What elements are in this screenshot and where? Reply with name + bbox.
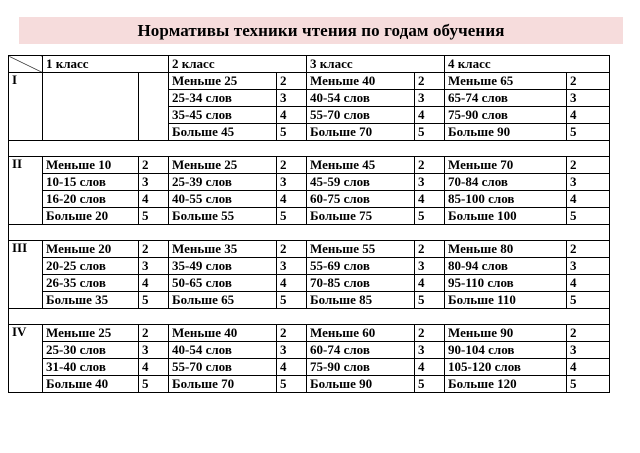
quarter-label: I	[9, 73, 43, 141]
words-range-cell: 35-45 слов	[169, 107, 277, 124]
words-range-cell: Больше 70	[169, 376, 277, 393]
grade-mark-cell: 4	[139, 191, 169, 208]
grade-mark-cell: 4	[567, 191, 610, 208]
grade-mark-cell: 5	[139, 292, 169, 309]
grade-mark-cell: 4	[277, 275, 307, 292]
words-range-cell: 40-54 слов	[307, 90, 415, 107]
table-row	[9, 191, 610, 208]
words-range-cell: Меньше 40	[169, 325, 277, 342]
words-range-cell: 25-34 слов	[169, 90, 277, 107]
words-range-cell: Меньше 25	[169, 157, 277, 174]
empty-range-cell	[43, 73, 139, 141]
words-range-cell: Меньше 25	[169, 73, 277, 90]
words-range-cell: 45-59 слов	[307, 174, 415, 191]
words-range-cell: Меньше 10	[43, 157, 139, 174]
grade-mark-cell: 4	[415, 275, 445, 292]
words-range-cell: Больше 120	[445, 376, 567, 393]
words-range-cell: Меньше 70	[445, 157, 567, 174]
grade-1-header: 1 класс	[43, 56, 169, 73]
words-range-cell: 25-39 слов	[169, 174, 277, 191]
words-range-cell: 90-104 слов	[445, 342, 567, 359]
grade-mark-cell: 5	[567, 376, 610, 393]
table-row	[9, 241, 610, 258]
grade-mark-cell: 3	[567, 90, 610, 107]
words-range-cell: Меньше 20	[43, 241, 139, 258]
table-row	[9, 258, 610, 275]
grade-mark-cell: 4	[567, 359, 610, 376]
grade-mark-cell: 5	[567, 124, 610, 141]
words-range-cell: 95-110 слов	[445, 275, 567, 292]
grade-mark-cell: 4	[415, 107, 445, 124]
grade-mark-cell: 4	[415, 359, 445, 376]
title-bar	[19, 17, 623, 44]
grade-mark-cell: 3	[415, 90, 445, 107]
grade-mark-cell: 2	[567, 73, 610, 90]
words-range-cell: 60-75 слов	[307, 191, 415, 208]
table-row	[9, 73, 610, 90]
grade-mark-cell: 5	[567, 208, 610, 225]
words-range-cell: Меньше 60	[307, 325, 415, 342]
grade-mark-cell: 5	[277, 124, 307, 141]
grade-mark-cell: 5	[139, 376, 169, 393]
grade-mark-cell: 2	[567, 241, 610, 258]
grade-mark-cell: 5	[277, 208, 307, 225]
words-range-cell: 50-65 слов	[169, 275, 277, 292]
words-range-cell: Больше 90	[307, 376, 415, 393]
spacer-cell	[9, 309, 610, 325]
words-range-cell: 35-49 слов	[169, 258, 277, 275]
grade-mark-cell: 3	[415, 258, 445, 275]
corner-cell	[9, 56, 43, 73]
table-row	[9, 325, 610, 342]
words-range-cell: Больше 85	[307, 292, 415, 309]
spacer-row	[9, 225, 610, 241]
grade-mark-cell: 3	[277, 90, 307, 107]
words-range-cell: 55-70 слов	[169, 359, 277, 376]
words-range-cell: Больше 55	[169, 208, 277, 225]
grade-mark-cell: 2	[139, 157, 169, 174]
words-range-cell: 40-55 слов	[169, 191, 277, 208]
grade-mark-cell: 3	[567, 342, 610, 359]
grade-mark-cell: 2	[415, 73, 445, 90]
grade-mark-cell: 4	[567, 107, 610, 124]
table-header-row	[9, 56, 610, 73]
grade-mark-cell: 2	[277, 157, 307, 174]
words-range-cell: 16-20 слов	[43, 191, 139, 208]
quarter-label: II	[9, 157, 43, 225]
quarter-label: IV	[9, 325, 43, 393]
words-range-cell: 75-90 слов	[445, 107, 567, 124]
grade-mark-cell: 2	[567, 157, 610, 174]
grade-mark-cell: 5	[277, 292, 307, 309]
grade-mark-cell: 2	[415, 241, 445, 258]
words-range-cell: Меньше 80	[445, 241, 567, 258]
words-range-cell: Меньше 65	[445, 73, 567, 90]
words-range-cell: Больше 65	[169, 292, 277, 309]
grade-mark-cell: 4	[567, 275, 610, 292]
words-range-cell: Меньше 55	[307, 241, 415, 258]
grade-mark-cell: 4	[277, 107, 307, 124]
words-range-cell: Больше 75	[307, 208, 415, 225]
spacer-cell	[9, 225, 610, 241]
grade-mark-cell: 4	[277, 359, 307, 376]
quarter-label: III	[9, 241, 43, 309]
grade-mark-cell: 3	[415, 174, 445, 191]
words-range-cell: Больше 40	[43, 376, 139, 393]
grade-mark-cell: 3	[277, 174, 307, 191]
words-range-cell: 25-30 слов	[43, 342, 139, 359]
spacer-row	[9, 141, 610, 157]
words-range-cell: 60-74 слов	[307, 342, 415, 359]
words-range-cell: Больше 90	[445, 124, 567, 141]
page-title: Нормативы техники чтения по годам обучения	[137, 20, 505, 40]
grade-mark-cell: 3	[139, 342, 169, 359]
words-range-cell: 55-69 слов	[307, 258, 415, 275]
grade-mark-cell: 3	[567, 258, 610, 275]
words-range-cell: 85-100 слов	[445, 191, 567, 208]
words-range-cell: Меньше 35	[169, 241, 277, 258]
words-range-cell: 31-40 слов	[43, 359, 139, 376]
grade-mark-cell: 3	[567, 174, 610, 191]
words-range-cell: Больше 20	[43, 208, 139, 225]
words-range-cell: 40-54 слов	[169, 342, 277, 359]
words-range-cell: Больше 110	[445, 292, 567, 309]
words-range-cell: Меньше 40	[307, 73, 415, 90]
words-range-cell: Больше 100	[445, 208, 567, 225]
words-range-cell: Меньше 90	[445, 325, 567, 342]
table-row	[9, 359, 610, 376]
table-row	[9, 174, 610, 191]
grade-mark-cell: 5	[415, 208, 445, 225]
grade-2-header: 2 класс	[169, 56, 307, 73]
table-row	[9, 157, 610, 174]
words-range-cell: 65-74 слов	[445, 90, 567, 107]
grade-mark-cell: 5	[415, 124, 445, 141]
words-range-cell: 75-90 слов	[307, 359, 415, 376]
words-range-cell: 80-94 слов	[445, 258, 567, 275]
grade-mark-cell: 2	[139, 241, 169, 258]
empty-mark-cell	[139, 73, 169, 141]
grade-mark-cell: 5	[415, 292, 445, 309]
words-range-cell: Больше 45	[169, 124, 277, 141]
grade-mark-cell: 2	[277, 73, 307, 90]
table-row	[9, 376, 610, 393]
grade-mark-cell: 4	[139, 275, 169, 292]
words-range-cell: 55-70 слов	[307, 107, 415, 124]
grade-mark-cell: 5	[277, 376, 307, 393]
words-range-cell: 70-85 слов	[307, 275, 415, 292]
spacer-cell	[9, 141, 610, 157]
words-range-cell: 70-84 слов	[445, 174, 567, 191]
words-range-cell: Меньше 45	[307, 157, 415, 174]
grade-mark-cell: 3	[139, 174, 169, 191]
grade-mark-cell: 4	[139, 359, 169, 376]
grade-mark-cell: 5	[139, 208, 169, 225]
table-row	[9, 342, 610, 359]
grade-mark-cell: 4	[415, 191, 445, 208]
table-row	[9, 208, 610, 225]
words-range-cell: 20-25 слов	[43, 258, 139, 275]
table-row	[9, 275, 610, 292]
grade-mark-cell: 2	[139, 325, 169, 342]
words-range-cell: Больше 35	[43, 292, 139, 309]
grade-mark-cell: 2	[415, 325, 445, 342]
grade-mark-cell: 5	[415, 376, 445, 393]
grade-mark-cell: 2	[415, 157, 445, 174]
words-range-cell: 26-35 слов	[43, 275, 139, 292]
grade-mark-cell: 3	[277, 342, 307, 359]
words-range-cell: 105-120 слов	[445, 359, 567, 376]
grade-mark-cell: 3	[139, 258, 169, 275]
reading-norms-table	[8, 55, 610, 393]
words-range-cell: 10-15 слов	[43, 174, 139, 191]
spacer-row	[9, 309, 610, 325]
grade-mark-cell: 2	[277, 325, 307, 342]
table-row	[9, 292, 610, 309]
grade-mark-cell: 2	[567, 325, 610, 342]
grade-mark-cell: 3	[415, 342, 445, 359]
grade-mark-cell: 5	[567, 292, 610, 309]
grade-4-header: 4 класс	[445, 56, 610, 73]
words-range-cell: Меньше 25	[43, 325, 139, 342]
words-range-cell: Больше 70	[307, 124, 415, 141]
grade-mark-cell: 3	[277, 258, 307, 275]
grade-mark-cell: 2	[277, 241, 307, 258]
grade-3-header: 3 класс	[307, 56, 445, 73]
grade-mark-cell: 4	[277, 191, 307, 208]
